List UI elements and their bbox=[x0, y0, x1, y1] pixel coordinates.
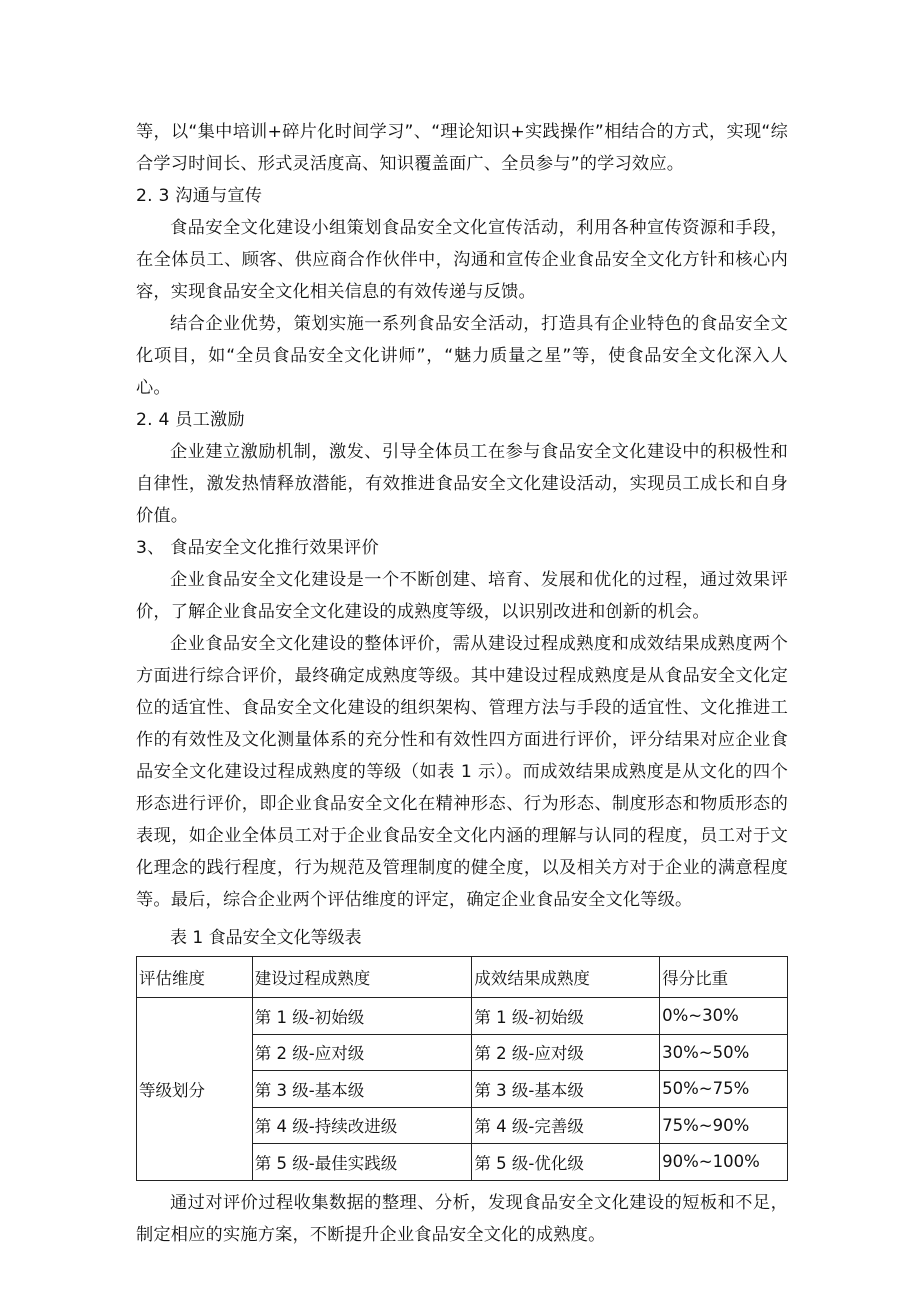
table-header-cell: 得分比重 bbox=[660, 957, 788, 998]
section-heading-3: 3、 食品安全文化推行效果评价 bbox=[136, 538, 379, 558]
table-cell: 50%~75% bbox=[660, 1071, 788, 1108]
paragraph: 企业建立激励机制，激发、引导全体员工在参与食品安全文化建设中的积极性和自律性，激发热情释放潜能，有效推进食品安全文化建设活动，实现员工成长和自身价值。 bbox=[136, 442, 788, 526]
table-cell: 0%~30% bbox=[660, 998, 788, 1035]
paragraph-continuation: 等，以“集中培训+碎片化时间学习”、“理论知识+实践操作”相结合的方式，实现“综合学习时间长、形式灵活度高、知识覆盖面广、全员参与”的学习效应。 bbox=[136, 122, 788, 174]
table-cell: 第 1 级-初始级 bbox=[252, 998, 472, 1035]
paragraph: 企业食品安全文化建设的整体评价，需从建设过程成熟度和成效结果成熟度两个方面进行综合评价，最终确定成熟度等级。其中建设过程成熟度是从食品安全文化定位的适宜性、食品安全文化建设的组织架构、管理方法与手段的适宜性、文化推进工作的有效性及文化测量体系的充分性和有效性四方面进行评价，评分结果对应企业食品安全文化建设过程成熟度的等级（如表 1 示）。而成效结果成熟度是从文化的四个形态进行评价，即企业食品安全文化在精神形态、行为形态、制度形态和物质形态的表现，如企业全体员工对于企业食品安全文化内涵的理解与认同的程度，员工对于文化理念的践行程度，行为规范及管理制度的健全度，以及相关方对于企业的满意程度等。最后，综合企业两个评估维度的评定，确定企业食品安全文化等级。 bbox=[136, 634, 788, 910]
table-row bbox=[137, 998, 788, 1035]
table-header-cell: 成效结果成熟度 bbox=[472, 957, 660, 998]
row-group-label: 等级划分 bbox=[137, 998, 253, 1181]
closing-paragraph: 通过对评价过程收集数据的整理、分析，发现食品安全文化建设的短板和不足，制定相应的实施方案，不断提升企业食品安全文化的成熟度。 bbox=[136, 1192, 788, 1245]
section-heading-2-3: 2. 3 沟通与宣传 bbox=[136, 186, 263, 206]
table-header-row bbox=[137, 957, 788, 998]
paragraph: 结合企业优势，策划实施一系列食品安全活动，打造具有企业特色的食品安全文化项目，如“全员食品安全文化讲师”，“魅力质量之星”等，使食品安全文化深入人心。 bbox=[136, 314, 788, 398]
table-cell: 第 5 级-优化级 bbox=[472, 1144, 660, 1181]
table-cell: 第 3 级-基本级 bbox=[472, 1071, 660, 1108]
paragraph: 企业食品安全文化建设是一个不断创建、培育、发展和优化的过程，通过效果评价，了解企业食品安全文化建设的成熟度等级，以识别改进和创新的机会。 bbox=[136, 570, 788, 622]
table-cell: 第 3 级-基本级 bbox=[252, 1071, 472, 1108]
table-header-cell: 评估维度 bbox=[137, 957, 253, 998]
document-body bbox=[136, 116, 788, 1251]
paragraph: 食品安全文化建设小组策划食品安全文化宣传活动，利用各种宣传资源和手段，在全体员工、顾客、供应商合作伙伴中，沟通和宣传企业食品安全文化方针和核心内容，实现食品安全文化相关信息的有效传递与反馈。 bbox=[136, 218, 788, 302]
grade-table bbox=[136, 956, 788, 1181]
table-cell: 第 2 级-应对级 bbox=[252, 1034, 472, 1071]
table-cell: 第 5 级-最佳实践级 bbox=[252, 1144, 472, 1181]
section-heading-2-4: 2. 4 员工激励 bbox=[136, 410, 245, 430]
table-cell: 90%~100% bbox=[660, 1144, 788, 1181]
table-cell: 30%~50% bbox=[660, 1034, 788, 1071]
table-caption: 表 1 食品安全文化等级表 bbox=[170, 928, 362, 948]
table-cell: 第 1 级-初始级 bbox=[472, 998, 660, 1035]
table-cell: 75%~90% bbox=[660, 1107, 788, 1144]
table-cell: 第 4 级-完善级 bbox=[472, 1107, 660, 1144]
table-cell: 第 2 级-应对级 bbox=[472, 1034, 660, 1071]
table-cell: 第 4 级-持续改进级 bbox=[252, 1107, 472, 1144]
table-header-cell: 建设过程成熟度 bbox=[252, 957, 472, 998]
